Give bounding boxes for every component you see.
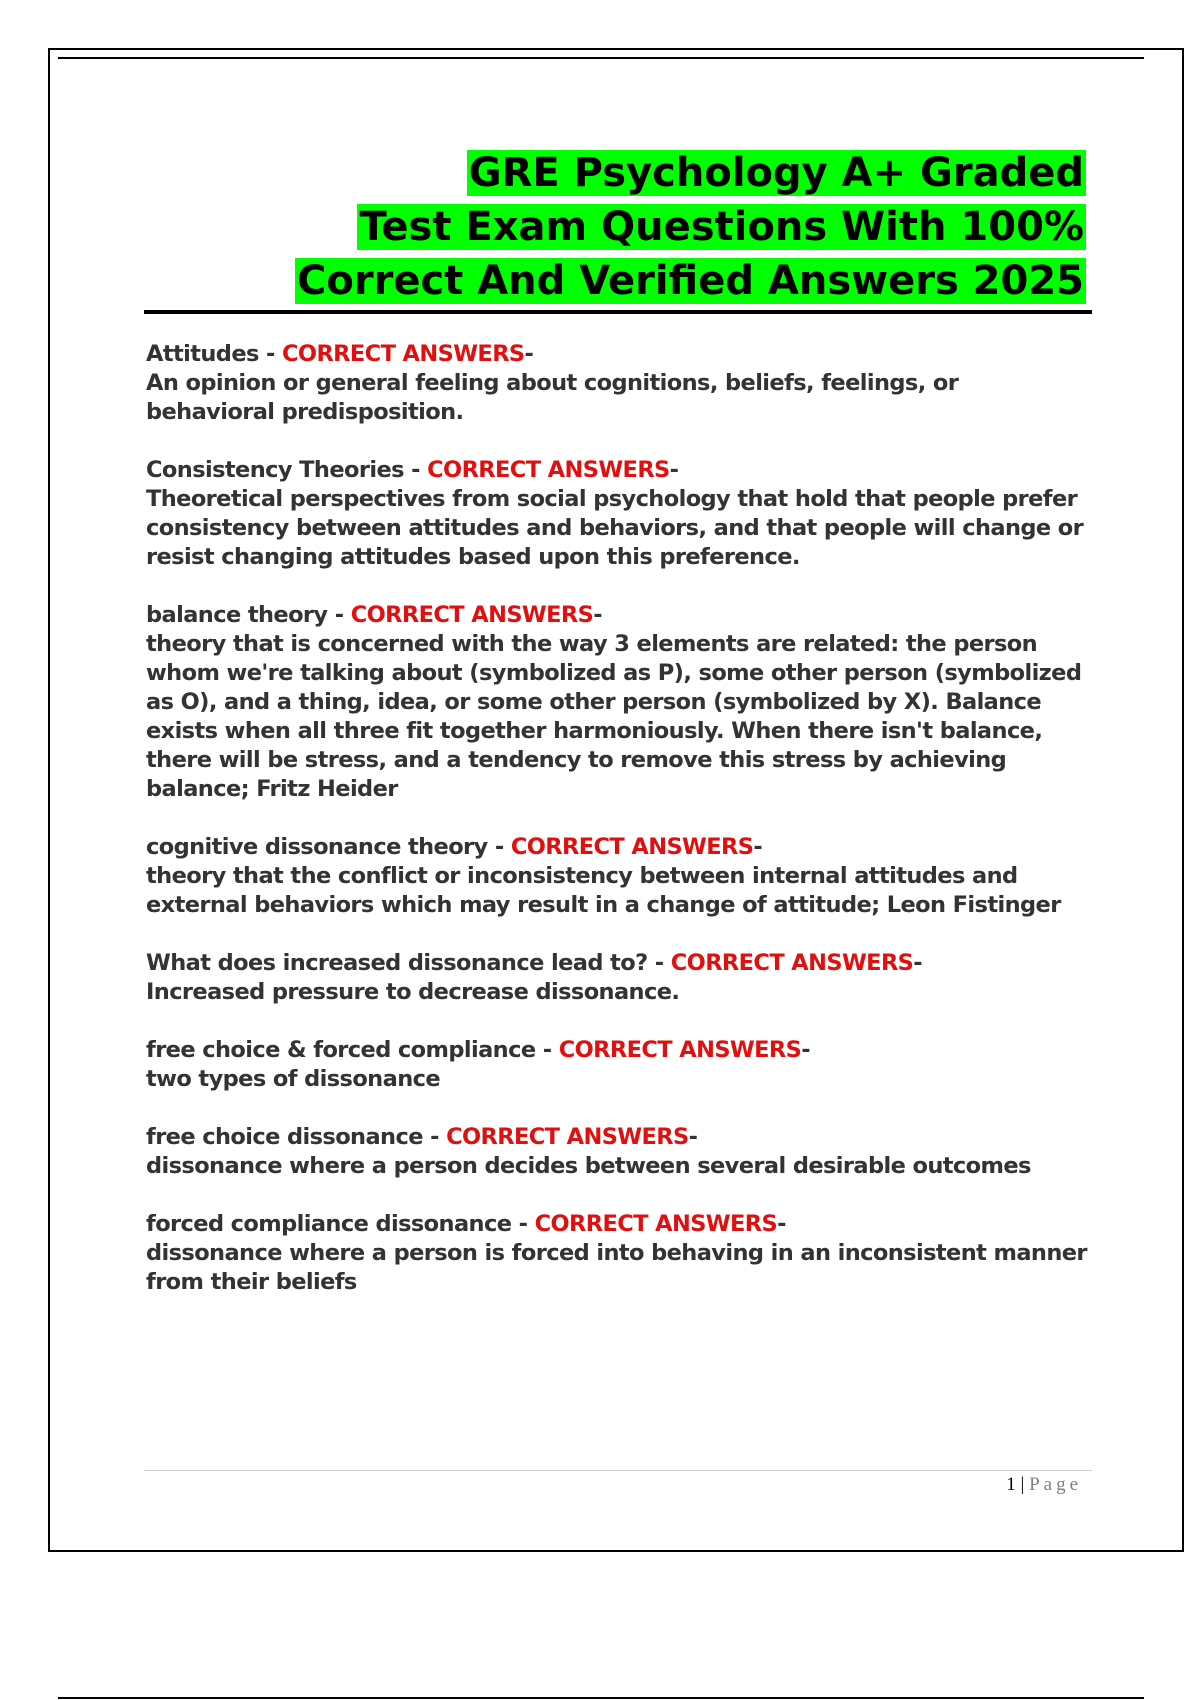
- page-label: Page: [1029, 1474, 1082, 1495]
- definition: theory that is concerned with the way 3 elements are related: the person whom we're talking about (symbolized as P), some other person (symbolized as O), and a thing, idea, or some other person (symbolized by X). Balance exists when all three fit together harmoniously. When there isn't balance, there will be stress, and a tendency to remove this stress by achieving balance; Fritz Heider: [146, 631, 1082, 802]
- flashcard-entry: balance theory - CORRECT ANSWERS- theory that is concerned with the way 3 elements are related: the person whom we're talking about (symbolized as P), some other person (symbolized as O), and a thing, idea, or some other person (symbolized by X). Balance exists when all three fit together harmoniously. When there isn't balance, there will be stress, and a tendency to remove this stress by achieving balance; Fritz Heider: [146, 602, 1082, 802]
- title-underline: [144, 310, 1092, 314]
- term: Consistency Theories: [146, 457, 404, 483]
- correct-answers-marker: CORRECT ANSWERS: [350, 602, 594, 628]
- definition: An opinion or general feeling about cognitions, beliefs, feelings, or behavioral predisposition.: [146, 370, 959, 425]
- correct-answers-marker: CORRECT ANSWERS: [558, 1037, 802, 1063]
- term: Attitudes: [146, 341, 259, 367]
- flashcard-entry: What does increased dissonance lead to? - CORRECT ANSWERS- Increased pressure to decrease dissonance.: [146, 950, 923, 1005]
- title-line-3: Correct And Verified Answers 2025: [297, 258, 1084, 304]
- flashcard-list: [146, 340, 1088, 1326]
- flashcard-entry: Consistency Theories - CORRECT ANSWERS- Theoretical perspectives from social psychology that hold that people prefer consistency between attitudes and behaviors, and that people will change or resist changing attitudes based upon this preference.: [146, 457, 1084, 570]
- flashcard-entry: Attitudes - CORRECT ANSWERS- An opinion or general feeling about cognitions, beliefs, feelings, or behavioral predisposition.: [146, 341, 959, 425]
- correct-answers-marker: CORRECT ANSWERS: [282, 341, 525, 367]
- flashcard-entry: cognitive dissonance theory - CORRECT ANSWERS- theory that the conflict or inconsistency between internal attitudes and external behaviors which may result in a change of attitude; Leon Fistinger: [146, 834, 1061, 918]
- definition: Increased pressure to decrease dissonance.: [146, 979, 680, 1005]
- term: free choice & forced compliance: [146, 1037, 536, 1063]
- definition: two types of dissonance: [146, 1066, 441, 1092]
- next-page-top-rule: [58, 1697, 1144, 1699]
- correct-answers-marker: CORRECT ANSWERS: [427, 457, 670, 483]
- page-footer: 1 | Page: [1006, 1474, 1082, 1495]
- term: forced compliance dissonance: [146, 1211, 512, 1237]
- correct-answers-marker: CORRECT ANSWERS: [446, 1124, 689, 1150]
- flashcard-entry: free choice dissonance - CORRECT ANSWERS- dissonance where a person decides between several desirable outcomes: [146, 1124, 1031, 1179]
- correct-answers-marker: CORRECT ANSWERS: [510, 834, 754, 860]
- definition: Theoretical perspectives from social psychology that hold that people prefer consistency between attitudes and behaviors, and that people will change or resist changing attitudes based upon this preference.: [146, 486, 1084, 570]
- term: free choice dissonance: [146, 1124, 423, 1150]
- title-line-2: Test Exam Questions With 100%: [359, 204, 1084, 250]
- term: cognitive dissonance theory: [146, 834, 488, 860]
- correct-answers-marker: CORRECT ANSWERS: [670, 950, 914, 976]
- definition: dissonance where a person decides between several desirable outcomes: [146, 1153, 1031, 1179]
- flashcard-entry: free choice & forced compliance - CORRECT ANSWERS- two types of dissonance: [146, 1037, 810, 1092]
- term: What does increased dissonance lead to?: [146, 950, 648, 976]
- term: balance theory: [146, 602, 328, 628]
- top-rule: [58, 57, 1144, 59]
- footer-rule: [144, 1470, 1092, 1471]
- correct-answers-marker: CORRECT ANSWERS: [534, 1211, 778, 1237]
- page-number: 1: [1006, 1474, 1016, 1495]
- definition: dissonance where a person is forced into behaving in an inconsistent manner from their beliefs: [146, 1240, 1087, 1295]
- document-title: [144, 146, 1086, 308]
- flashcard-entry: forced compliance dissonance - CORRECT ANSWERS- dissonance where a person is forced into behaving in an inconsistent manner from their beliefs: [146, 1211, 1087, 1295]
- title-line-1: GRE Psychology A+ Graded: [468, 150, 1084, 196]
- definition: theory that the conflict or inconsistency between internal attitudes and external behaviors which may result in a change of attitude; Leon Fistinger: [146, 863, 1061, 918]
